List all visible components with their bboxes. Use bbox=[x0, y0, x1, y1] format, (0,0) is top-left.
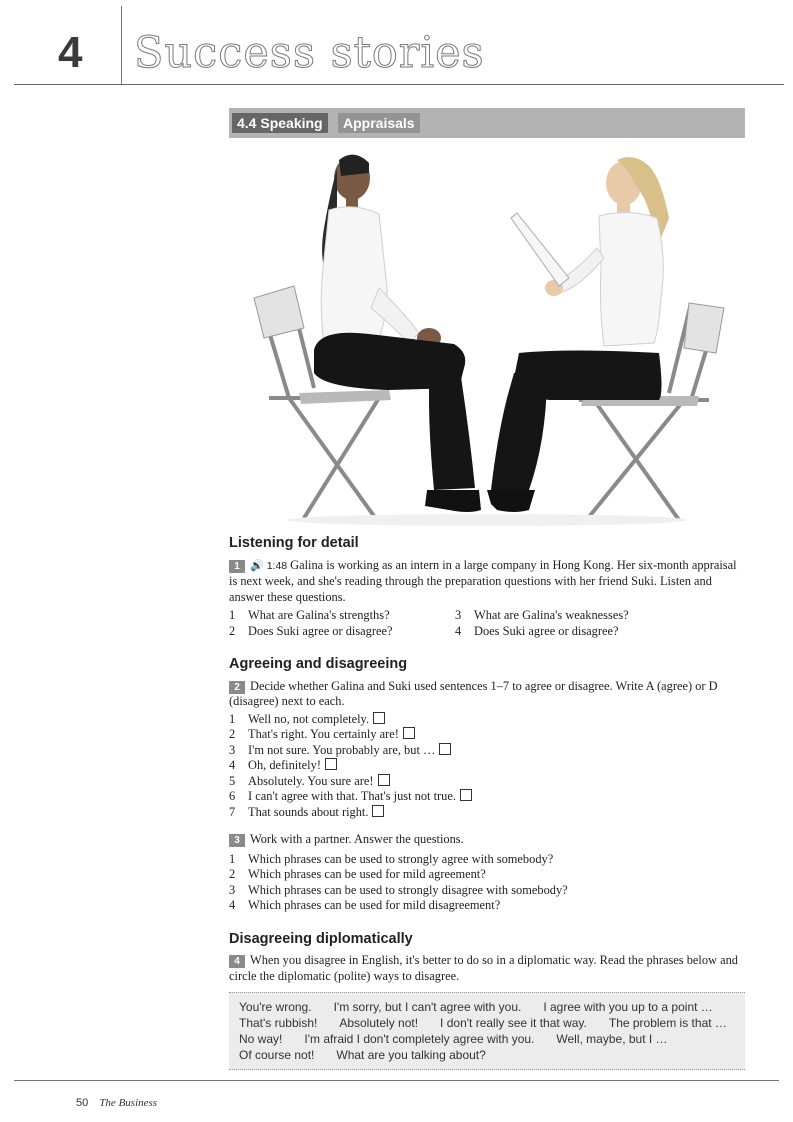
list-item: 4 Which phrases can be used for mild disagreement? bbox=[229, 898, 501, 912]
header-divider bbox=[121, 6, 122, 84]
phrase-row bbox=[239, 999, 735, 1015]
heading-listening: Listening for detail bbox=[229, 535, 359, 551]
unit-number: 4 bbox=[58, 28, 83, 77]
unit-title: Success stories bbox=[134, 28, 485, 78]
list-item: 5 Absolutely. You sure are! bbox=[229, 774, 745, 790]
track-number: 1:48 bbox=[266, 559, 288, 572]
phrase[interactable]: Absolutely not! bbox=[339, 1016, 419, 1030]
phrase-box bbox=[229, 992, 745, 1070]
answer-box[interactable] bbox=[373, 712, 385, 724]
heading-agreeing: Agreeing and disagreeing bbox=[229, 656, 408, 672]
exercise-4 bbox=[229, 953, 745, 984]
phrase[interactable]: That's rubbish! bbox=[239, 1016, 318, 1030]
exercise-2-text: Decide whether Galina and Suki used sentences 1–7 to agree or disagree. Write A (agree) or D (disagree) next to each. bbox=[229, 678, 718, 708]
exercise-1-number: 1 bbox=[229, 560, 245, 573]
answer-box[interactable] bbox=[439, 743, 451, 755]
list-item: 1 Well no, not completely. bbox=[229, 712, 745, 728]
answer-box[interactable] bbox=[372, 805, 384, 817]
answer-box[interactable] bbox=[378, 774, 390, 786]
list-item: 3 Which phrases can be used to strongly disagree with somebody? bbox=[229, 882, 568, 897]
footer-rule bbox=[14, 1080, 779, 1081]
list-item: 2 Does Suki agree or disagree? bbox=[229, 623, 393, 638]
phrase[interactable]: I don't really see it that way. bbox=[440, 1016, 587, 1030]
exercise-4-number: 4 bbox=[229, 955, 245, 968]
list-item: 4 Does Suki agree or disagree? bbox=[455, 623, 619, 638]
exercise-2-number: 2 bbox=[229, 681, 245, 694]
list-item: 3 I'm not sure. You probably are, but … bbox=[229, 743, 745, 759]
audio-cd-icon: 🔊 bbox=[250, 559, 264, 572]
list-item: 1 What are Galina's strengths? bbox=[229, 608, 390, 622]
answer-box[interactable] bbox=[325, 758, 337, 770]
list-item: 2 That's right. You certainly are! bbox=[229, 727, 745, 743]
phrase-row bbox=[239, 1031, 735, 1047]
phrase[interactable]: No way! bbox=[239, 1032, 283, 1046]
phrase-row bbox=[239, 1047, 735, 1063]
phrase[interactable]: You're wrong. bbox=[239, 1000, 312, 1014]
exercise-1-text: Galina is working as an intern in a large company in Hong Kong. Her six-month appraisal is next week, and she's reading through the preparation questions with her friend Suki. Listen and answer these questions. bbox=[229, 557, 737, 604]
exercise-3 bbox=[229, 832, 745, 848]
partner-questions bbox=[229, 852, 745, 914]
list-item: 1 Which phrases can be used to strongly agree with somebody? bbox=[229, 851, 554, 866]
phrase[interactable]: Of course not! bbox=[239, 1048, 315, 1062]
listening-questions bbox=[229, 608, 745, 639]
answer-box[interactable] bbox=[460, 789, 472, 801]
brand-logo: The Business bbox=[99, 1097, 158, 1109]
footer bbox=[76, 1097, 157, 1109]
exercise-3-text: Work with a partner. Answer the questions. bbox=[250, 832, 464, 846]
list-item: 3 What are Galina's weaknesses? bbox=[455, 608, 629, 622]
phrase-row bbox=[239, 1015, 735, 1031]
list-item: 4 Oh, definitely! bbox=[229, 758, 745, 774]
section-bar bbox=[229, 108, 745, 138]
list-item: 2 Which phrases can be used for mild agreement? bbox=[229, 867, 486, 881]
list-item: 6 I can't agree with that. That's just not true. bbox=[229, 789, 745, 805]
phrase[interactable]: The problem is that … bbox=[608, 1016, 727, 1030]
exercise-2 bbox=[229, 679, 745, 710]
phrase[interactable]: I'm afraid I don't completely agree with you. bbox=[304, 1032, 535, 1046]
answer-box[interactable] bbox=[403, 727, 415, 739]
list-item: 7 That sounds about right. bbox=[229, 805, 745, 821]
phrase[interactable]: What are you talking about? bbox=[336, 1048, 486, 1062]
phrase[interactable]: Well, maybe, but I … bbox=[556, 1032, 668, 1046]
exercise-4-text: When you disagree in English, it's better to do so in a diplomatic way. Read the phrases below and circle the diplomatic (polite) ways to disagree. bbox=[229, 953, 738, 983]
phrase[interactable]: I agree with you up to a point … bbox=[543, 1000, 713, 1014]
agree-sentences bbox=[229, 712, 745, 821]
page-number: 50 bbox=[76, 1097, 89, 1109]
phrase[interactable]: I'm sorry, but I can't agree with you. bbox=[333, 1000, 522, 1014]
exercise-3-number: 3 bbox=[229, 834, 245, 847]
section-label: 4.4 Speaking bbox=[232, 113, 328, 133]
heading-diplomatic: Disagreeing diplomatically bbox=[229, 930, 413, 947]
header-rule bbox=[14, 84, 784, 85]
appraisal-photo bbox=[229, 138, 745, 530]
main-content bbox=[229, 536, 745, 1070]
exercise-1 bbox=[229, 558, 745, 606]
section-topic: Appraisals bbox=[338, 113, 420, 133]
